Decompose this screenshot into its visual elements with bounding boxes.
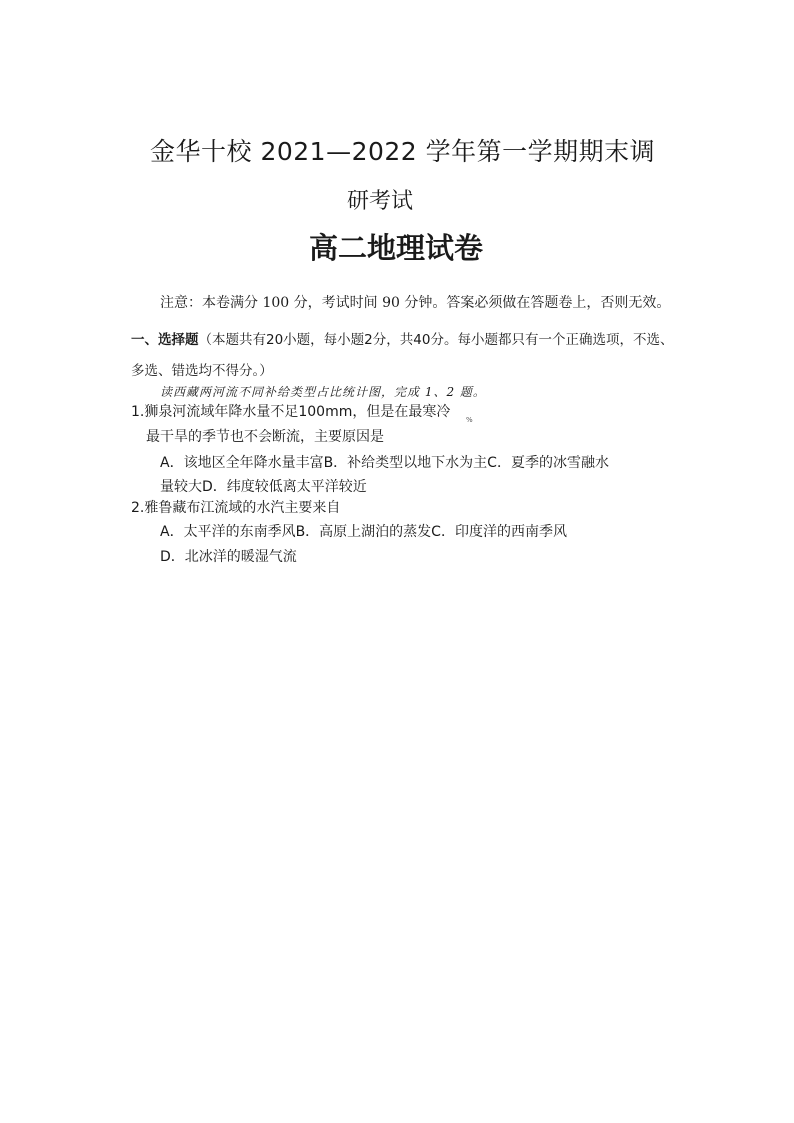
section-description: （本题共有20小题，每小题2分，共40分。每小题都只有一个正确选项，不选、: [198, 332, 674, 348]
question-2-options: A．太平洋的东南季风B．高原上湖泊的蒸发C．印度洋的西南季风: [160, 524, 567, 540]
question-1-stem: 1.狮泉河流域年降水量不足100mm，但是在最寒冷: [131, 404, 451, 420]
exam-notice: 注意：本卷满分 100 分，考试时间 90 分钟。答案必须做在答题卷上，否则无效。: [160, 295, 671, 311]
stray-mark: %: [466, 416, 473, 424]
question-1-stem-continued: 最干旱的季节也不会断流，主要原因是: [146, 429, 384, 445]
exam-subject-title: 高二地理试卷: [309, 231, 484, 265]
question-1-options-continued: 量较大D．纬度较低离太平洋较近: [160, 479, 367, 495]
section-heading: [131, 328, 673, 348]
exam-title-line1: 金华十校 2021—2022 学年第一学期期末调: [150, 137, 656, 166]
reading-prompt: 读西藏两河流不同补给类型占比统计图，完成 1、2 题。: [160, 385, 486, 399]
question-2-stem: 2.雅鲁藏布江流域的水汽主要来自: [131, 500, 341, 516]
question-2-options-continued: D．北冰洋的暖湿气流: [160, 549, 297, 565]
exam-title-line2: 研考试: [347, 189, 414, 214]
question-1-options: A．该地区全年降水量丰富B．补给类型以地下水为主C．夏季的冰雪融水: [160, 455, 609, 471]
section-title: 一、选择题: [131, 332, 199, 348]
section-description-continued: 多选、错选均不得分。）: [131, 363, 273, 379]
